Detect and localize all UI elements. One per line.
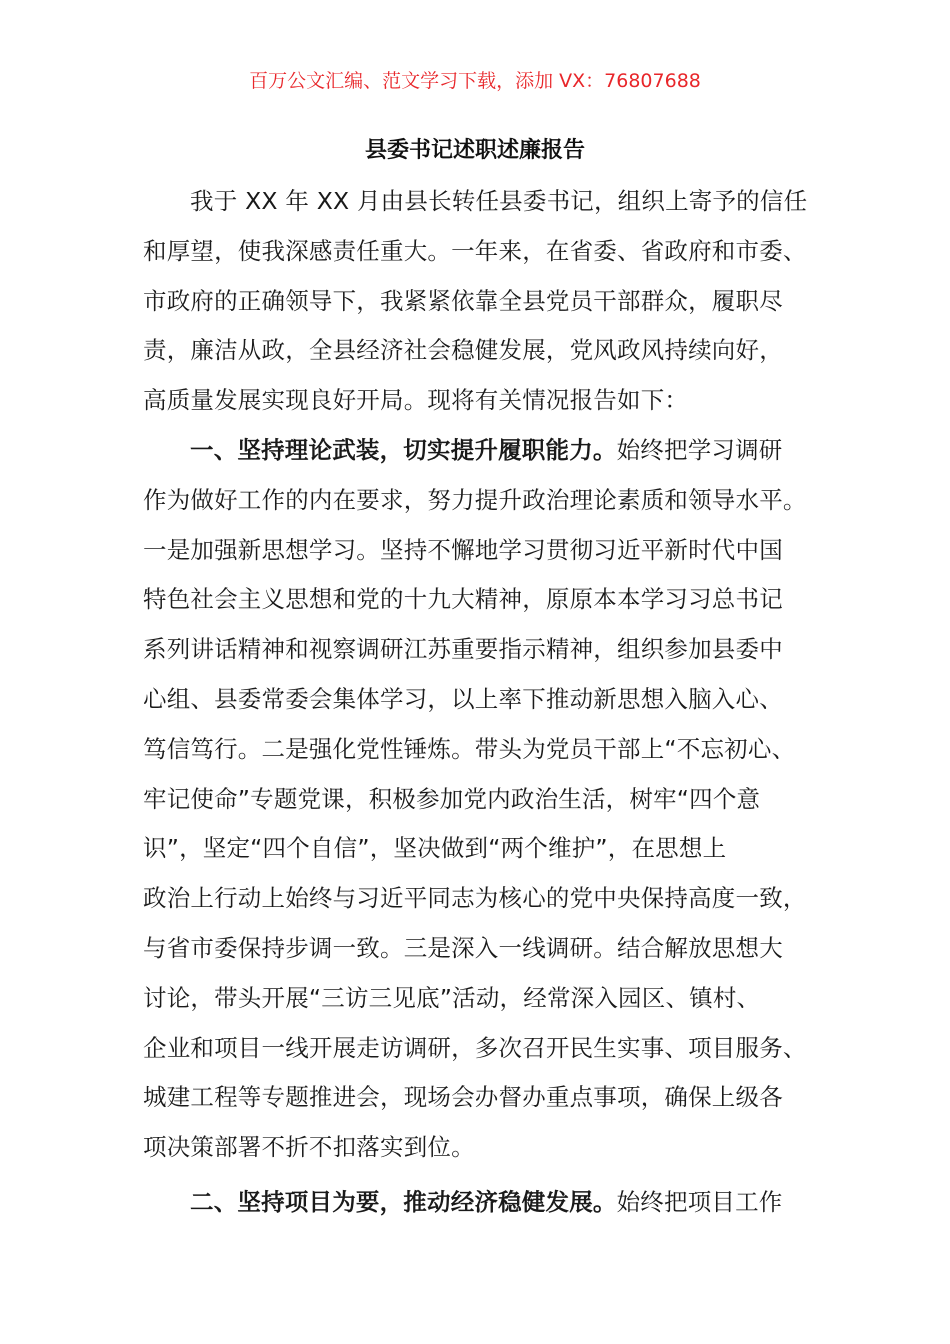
paragraph-line: 责，廉洁从政，全县经济社会稳健发展，党风政风持续向好， [143, 336, 783, 365]
document-title: 县委书记述职述廉报告 [364, 138, 585, 163]
section-2-heading: 二、坚持项目为要，推动经济稳健发展。 [190, 1187, 617, 1216]
paragraph-line: 与省市委保持步调一致。三是深入一线调研。结合解放思想大 [143, 933, 783, 962]
paragraph-line: 项决策部署不折不扣落实到位。 [143, 1133, 475, 1162]
section-2-lead: 始终把项目工作 [616, 1187, 783, 1216]
paragraph-line: 政治上行动上始终与习近平同志为核心的党中央保持高度一致， [143, 884, 807, 913]
paragraph-line [143, 426, 833, 476]
section-2-paragraph [143, 1178, 833, 1228]
section-1-lead: 始终把学习调研 [616, 435, 783, 464]
paragraph-line: 城建工程等专题推进会，现场会办督办重点事项，确保上级各 [143, 1083, 783, 1112]
paragraph-line: 作为做好工作的内在要求，努力提升政治理论素质和领导水平。 [143, 485, 807, 514]
paragraph-line: 企业和项目一线开展走访调研，多次召开民生实事、项目服务、 [143, 1033, 807, 1062]
section-1-heading: 一、坚持理论武装，切实提升履职能力。 [190, 435, 617, 464]
section-1-paragraph [143, 426, 833, 1173]
paragraph-line: 市政府的正确领导下，我紧紧依靠全县党员干部群众，履职尽 [143, 286, 783, 315]
header-banner: 百万公文汇编、范文学习下载，添加 VX：76807688 [249, 70, 701, 92]
paragraph-line: 高质量发展实现良好开局。现将有关情况报告如下： [143, 386, 689, 415]
paragraph-line: 特色社会主义思想和党的十九大精神，原原本本学习习总书记 [143, 585, 783, 614]
paragraph-line: 系列讲话精神和视察调研江苏重要指示精神，组织参加县委中 [143, 635, 783, 664]
paragraph-line: 一是加强新思想学习。坚持不懈地学习贯彻习近平新时代中国 [143, 535, 783, 564]
document-body [143, 177, 833, 1228]
paragraph-line: 牢记使命”专题党课，积极参加党内政治生活，树牢“四个意 [143, 784, 761, 813]
paragraph-line: 笃信笃行。二是强化党性锤炼。带头为党员干部上“不忘初心、 [143, 734, 796, 763]
paragraph-line [143, 1178, 833, 1228]
paragraph-line: 识”，坚定“四个自信”，坚决做到“两个维护”，在思想上 [143, 834, 727, 863]
paragraph-line: 讨论，带头开展“三访三见底”活动，经常深入园区、镇村、 [143, 983, 761, 1012]
paragraph-line: 我于 XX 年 XX 月由县长转任县委书记，组织上寄予的信任 [190, 187, 808, 215]
intro-paragraph [143, 177, 833, 426]
paragraph-line: 心组、县委常委会集体学习，以上率下推动新思想入脑入心、 [143, 684, 783, 713]
paragraph-line: 和厚望，使我深感责任重大。一年来，在省委、省政府和市委、 [143, 236, 807, 265]
